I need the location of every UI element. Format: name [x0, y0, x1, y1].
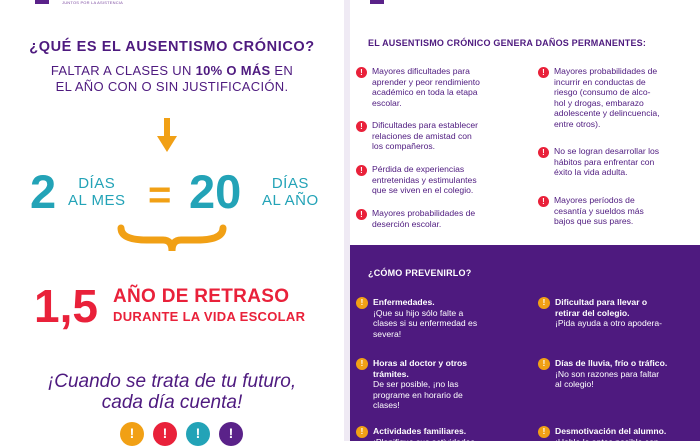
equals-sign: =: [148, 175, 171, 215]
damage-heading: EL AUSENTISMO CRÓNICO GENERA DAÑOS PERMANENTES:: [368, 38, 646, 48]
definition-line1-pre: FALTAR A CLASES UN: [51, 63, 196, 78]
definition-text: [0, 63, 344, 95]
alert-icon-red: !: [153, 422, 177, 446]
tip-icon: !: [538, 358, 550, 370]
tip-icon: !: [538, 426, 550, 438]
days-year-number: 20: [189, 168, 241, 215]
per-month-label: AL MES: [68, 192, 125, 209]
definition-line2: EL AÑO CON O SIN JUSTIFICACIÓN.: [56, 79, 289, 94]
damage-item-text: Pérdida de experiencias entretenidas y estimulantes que se viven en el colegio.: [372, 164, 532, 196]
days-label: DÍAS: [68, 175, 125, 192]
damage-item-text: No se logran desarrollar los hábitos para enfrentar con éxito la vida adulta.: [554, 146, 694, 178]
tip-icon: !: [356, 358, 368, 370]
alert-icon: !: [356, 209, 367, 220]
prevention-item-title: Enfermedades.: [373, 297, 435, 307]
damage-item-text: Mayores períodos de cesantía y sueldos más bajos que sus pares.: [554, 195, 694, 227]
alert-icon: !: [538, 147, 549, 158]
delay-line1: AÑO DE RETRASO: [113, 286, 289, 308]
main-question-title: ¿QUÉ ES EL AUSENTISMO CRÓNICO?: [0, 39, 344, 55]
prevention-item-title: Actividades familiares.: [373, 426, 533, 437]
alert-icon-purple: !: [219, 422, 243, 446]
tip-icon: !: [538, 297, 550, 309]
delay-line2: DURANTE LA VIDA ESCOLAR: [113, 309, 305, 324]
days-month-number: 2: [30, 168, 56, 215]
definition-line1-post: EN: [271, 63, 294, 78]
prevention-heading: ¿CÓMO PREVENIRLO?: [368, 268, 471, 278]
prevention-item-text: ¡No son razones para faltar al colegio!: [555, 369, 700, 390]
alert-icon: !: [538, 67, 549, 78]
prevention-item-text: ¡Hable lo antes posible con: [555, 437, 700, 447]
damage-item-text: Mayores dificultades para aprender y peor rendimiento académico en toda la etapa escolar.: [372, 66, 532, 108]
days-label-2: DÍAS: [262, 175, 319, 192]
prevention-item-title: Dificultad para llevar o retirar del colegio.: [555, 297, 700, 318]
per-year-label: AL AÑO: [262, 192, 319, 209]
bottom-icon-row: [120, 422, 243, 446]
logo-text: JUNTOS POR LA ASISTENCIA: [62, 0, 123, 5]
damage-item-text: Mayores probabilidades de incurrir en conductas de riesgo (consumo de alco- hol y drogas, embarazo adolescente y delincuencia, entre otros).: [554, 66, 694, 129]
prevention-item-text: ¡Que su hijo sólo falte a clases si su enfermedad es severa!: [373, 308, 533, 340]
prevention-item-text: ¡Pida ayuda a otro apodera-: [555, 318, 700, 329]
prevention-item-title: Desmotivación del alumno.: [555, 426, 700, 437]
damage-item-text: Dificultades para establecer relaciones de amistad con los compañeros.: [372, 120, 532, 152]
slogan: [0, 371, 344, 413]
prevention-item-title: Horas al doctor y otros trámites.: [373, 358, 533, 379]
logo-mark-right: [370, 0, 384, 4]
down-arrow-icon: [157, 118, 177, 154]
delay-years-number: 1,5: [34, 282, 98, 330]
days-year-unit: [262, 175, 319, 209]
prevention-item-text: ¡Planifique sus actividades: [373, 437, 533, 447]
definition-highlight: 10% O MÁS: [196, 63, 271, 78]
slogan-line2: cada día cuenta!: [0, 392, 344, 413]
alert-icon: !: [356, 121, 367, 132]
tip-icon: !: [356, 426, 368, 438]
alert-icon: !: [356, 165, 367, 176]
days-month-unit: [68, 175, 125, 209]
alert-icon-teal: !: [186, 422, 210, 446]
alert-icon-orange: !: [120, 422, 144, 446]
tip-icon: !: [356, 297, 368, 309]
prevention-item-text: De ser posible, ¡no las programe en horario de clases!: [373, 379, 533, 411]
damage-item-text: Mayores probabilidades de deserción escolar.: [372, 208, 532, 229]
curly-brace-icon: [117, 224, 227, 254]
logo-mark: [35, 0, 49, 4]
alert-icon: !: [356, 67, 367, 78]
prevention-item-title: Días de lluvia, frío o tráfico.: [555, 358, 700, 369]
slogan-line1: ¡Cuando se trata de tu futuro,: [0, 371, 344, 392]
alert-icon: !: [538, 196, 549, 207]
